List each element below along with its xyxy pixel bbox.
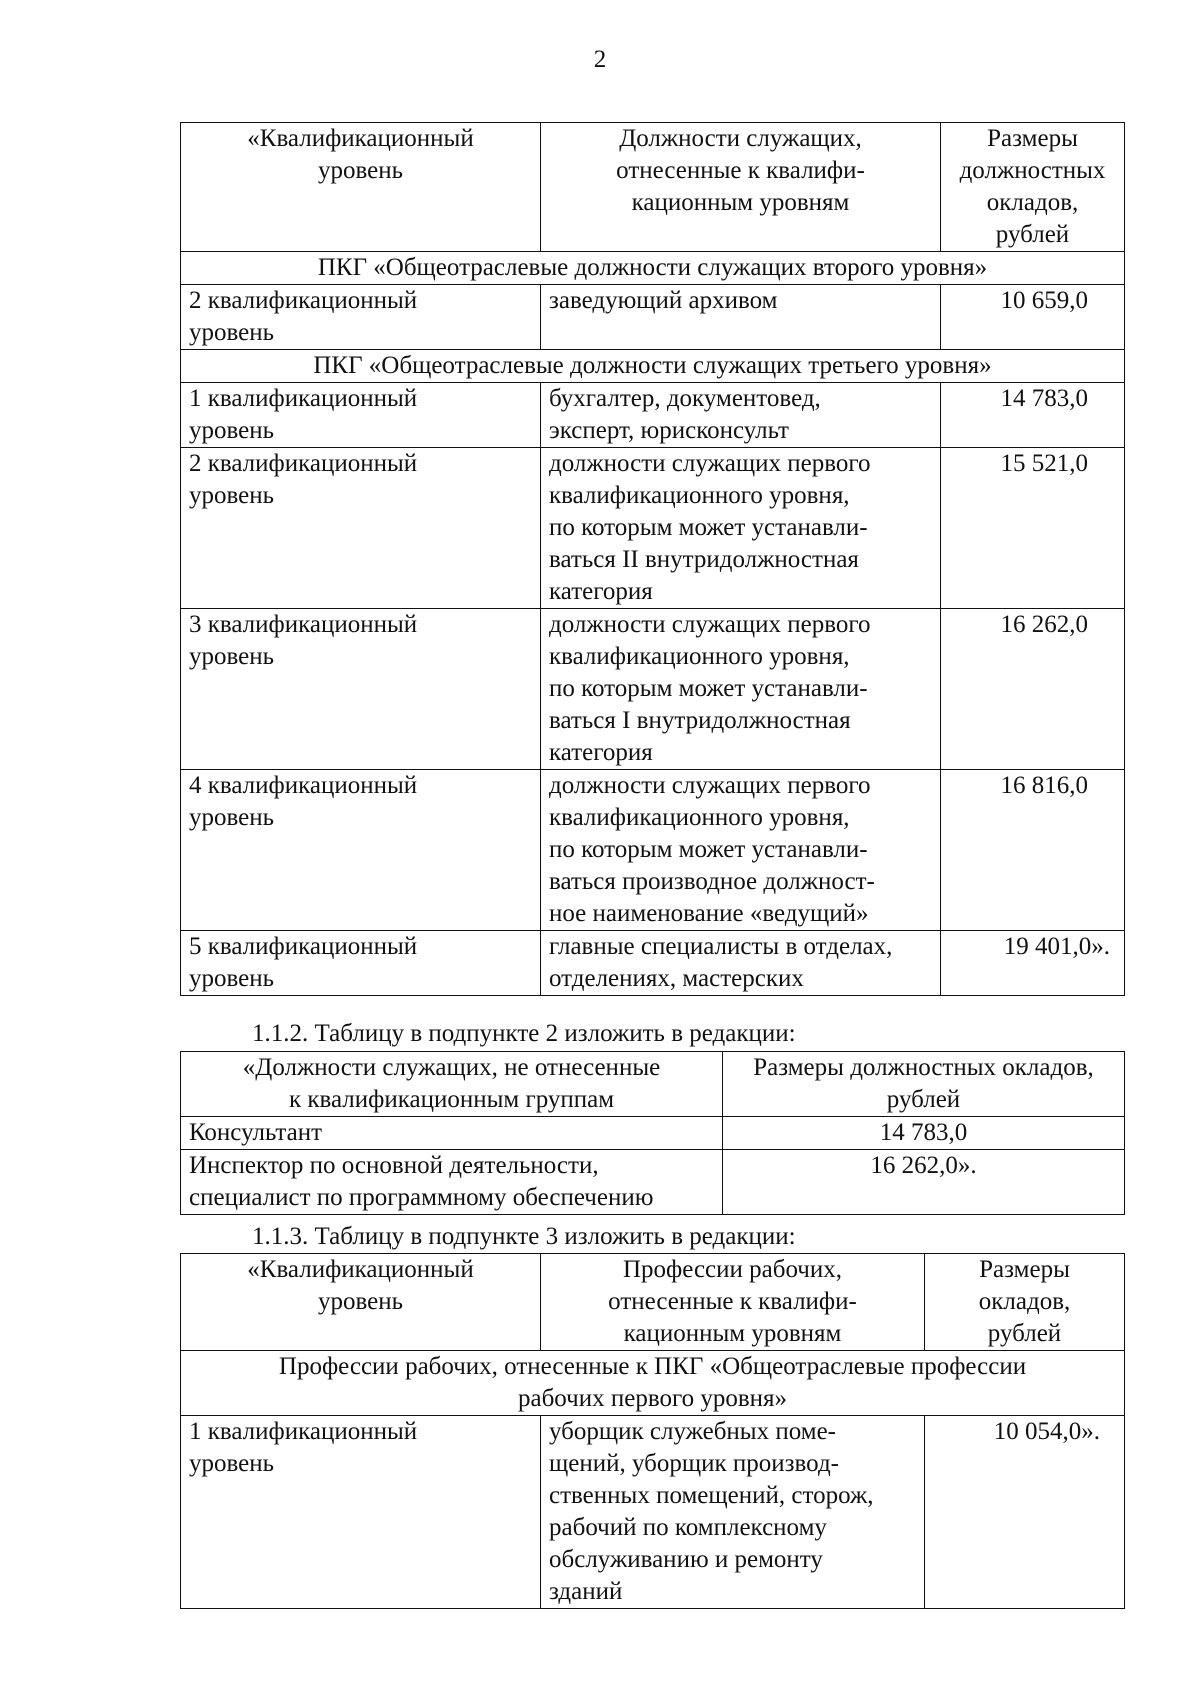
salary-cell: 16 262,0». bbox=[723, 1150, 1125, 1215]
salary-cell: 14 783,0 bbox=[941, 383, 1125, 448]
header-professions: Профессии рабочих, отнесенные к квалифи- кационным уровням bbox=[541, 1254, 925, 1351]
table-header-row bbox=[181, 123, 1125, 252]
level-cell: 1 квалификационный уровень bbox=[181, 383, 541, 448]
level-cell: 3 квалификационный уровень bbox=[181, 609, 541, 770]
header-positions: Должности служащих, отнесенные к квалифи- кационным уровням bbox=[541, 123, 941, 252]
salary-cell: 15 521,0 bbox=[941, 448, 1125, 609]
salary-cell: 16 816,0 bbox=[941, 770, 1125, 931]
salary-cell: 16 262,0 bbox=[941, 609, 1125, 770]
table-row bbox=[181, 1416, 1125, 1609]
level-cell: 2 квалификационный уровень bbox=[181, 448, 541, 609]
header-salary: Размеры должностных окладов, рублей bbox=[723, 1052, 1125, 1117]
header-salary: Размеры должностных окладов, рублей bbox=[941, 123, 1125, 252]
level-cell: 4 квалификационный уровень bbox=[181, 770, 541, 931]
positions-cell: должности служащих первого квалификационного уровня, по которым может устанавли- ваться производное должност- ное наименование «ведущий» bbox=[541, 770, 941, 931]
table-row bbox=[181, 931, 1125, 996]
table-row bbox=[181, 1117, 1125, 1150]
paragraph-1-1-2: 1.1.2. Таблицу в подпункте 2 изложить в редакции: bbox=[252, 1020, 796, 1047]
positions-cell: главные специалисты в отделах, отделениях, мастерских bbox=[541, 931, 941, 996]
table-row bbox=[181, 770, 1125, 931]
page-number: 2 bbox=[593, 46, 607, 73]
professions-cell: уборщик служебных поме- щений, уборщик производ- ственных помещений, сторож, рабочий по комплексному обслуживанию и ремонту зданий bbox=[541, 1416, 925, 1609]
position-cell: Инспектор по основной деятельности, специалист по программному обеспечению bbox=[181, 1150, 723, 1215]
salary-table-unclassified bbox=[180, 1051, 1125, 1215]
table-header-row bbox=[181, 1254, 1125, 1351]
header-position: «Должности служащих, не отнесенные к квалификационным группам bbox=[181, 1052, 723, 1117]
header-level: «Квалификационный уровень bbox=[181, 123, 541, 252]
salary-cell: 10 659,0 bbox=[941, 285, 1125, 350]
group-title: Профессии рабочих, отнесенные к ПКГ «Общеотраслевые профессии рабочих первого уровня» bbox=[181, 1351, 1125, 1416]
group-title-row bbox=[181, 350, 1125, 383]
positions-cell: должности служащих первого квалификационного уровня, по которым может устанавли- ваться I внутридолжностная категория bbox=[541, 609, 941, 770]
positions-cell: заведующий архивом bbox=[541, 285, 941, 350]
level-cell: 1 квалификационный уровень bbox=[181, 1416, 541, 1609]
header-salary: Размеры окладов, рублей bbox=[925, 1254, 1125, 1351]
positions-cell: бухгалтер, документовед, эксперт, юрисконсульт bbox=[541, 383, 941, 448]
salary-table-employees bbox=[180, 122, 1125, 996]
table-row bbox=[181, 383, 1125, 448]
table-row bbox=[181, 1150, 1125, 1215]
level-cell: 2 квалификационный уровень bbox=[181, 285, 541, 350]
salary-cell: 19 401,0». bbox=[941, 931, 1125, 996]
salary-cell: 14 783,0 bbox=[723, 1117, 1125, 1150]
position-cell: Консультант bbox=[181, 1117, 723, 1150]
level-cell: 5 квалификационный уровень bbox=[181, 931, 541, 996]
group-title-row bbox=[181, 252, 1125, 285]
table-header-row bbox=[181, 1052, 1125, 1117]
salary-cell: 10 054,0». bbox=[925, 1416, 1125, 1609]
positions-cell: должности служащих первого квалификационного уровня, по которым может устанавли- ваться II внутридолжностная категория bbox=[541, 448, 941, 609]
paragraph-1-1-3: 1.1.3. Таблицу в подпункте 3 изложить в редакции: bbox=[252, 1223, 796, 1250]
group-title-row bbox=[181, 1351, 1125, 1416]
table-row bbox=[181, 609, 1125, 770]
group-title: ПКГ «Общеотраслевые должности служащих третьего уровня» bbox=[181, 350, 1125, 383]
salary-table-workers bbox=[180, 1253, 1125, 1609]
header-level: «Квалификационный уровень bbox=[181, 1254, 541, 1351]
group-title: ПКГ «Общеотраслевые должности служащих второго уровня» bbox=[181, 252, 1125, 285]
table-row bbox=[181, 448, 1125, 609]
table-row bbox=[181, 285, 1125, 350]
